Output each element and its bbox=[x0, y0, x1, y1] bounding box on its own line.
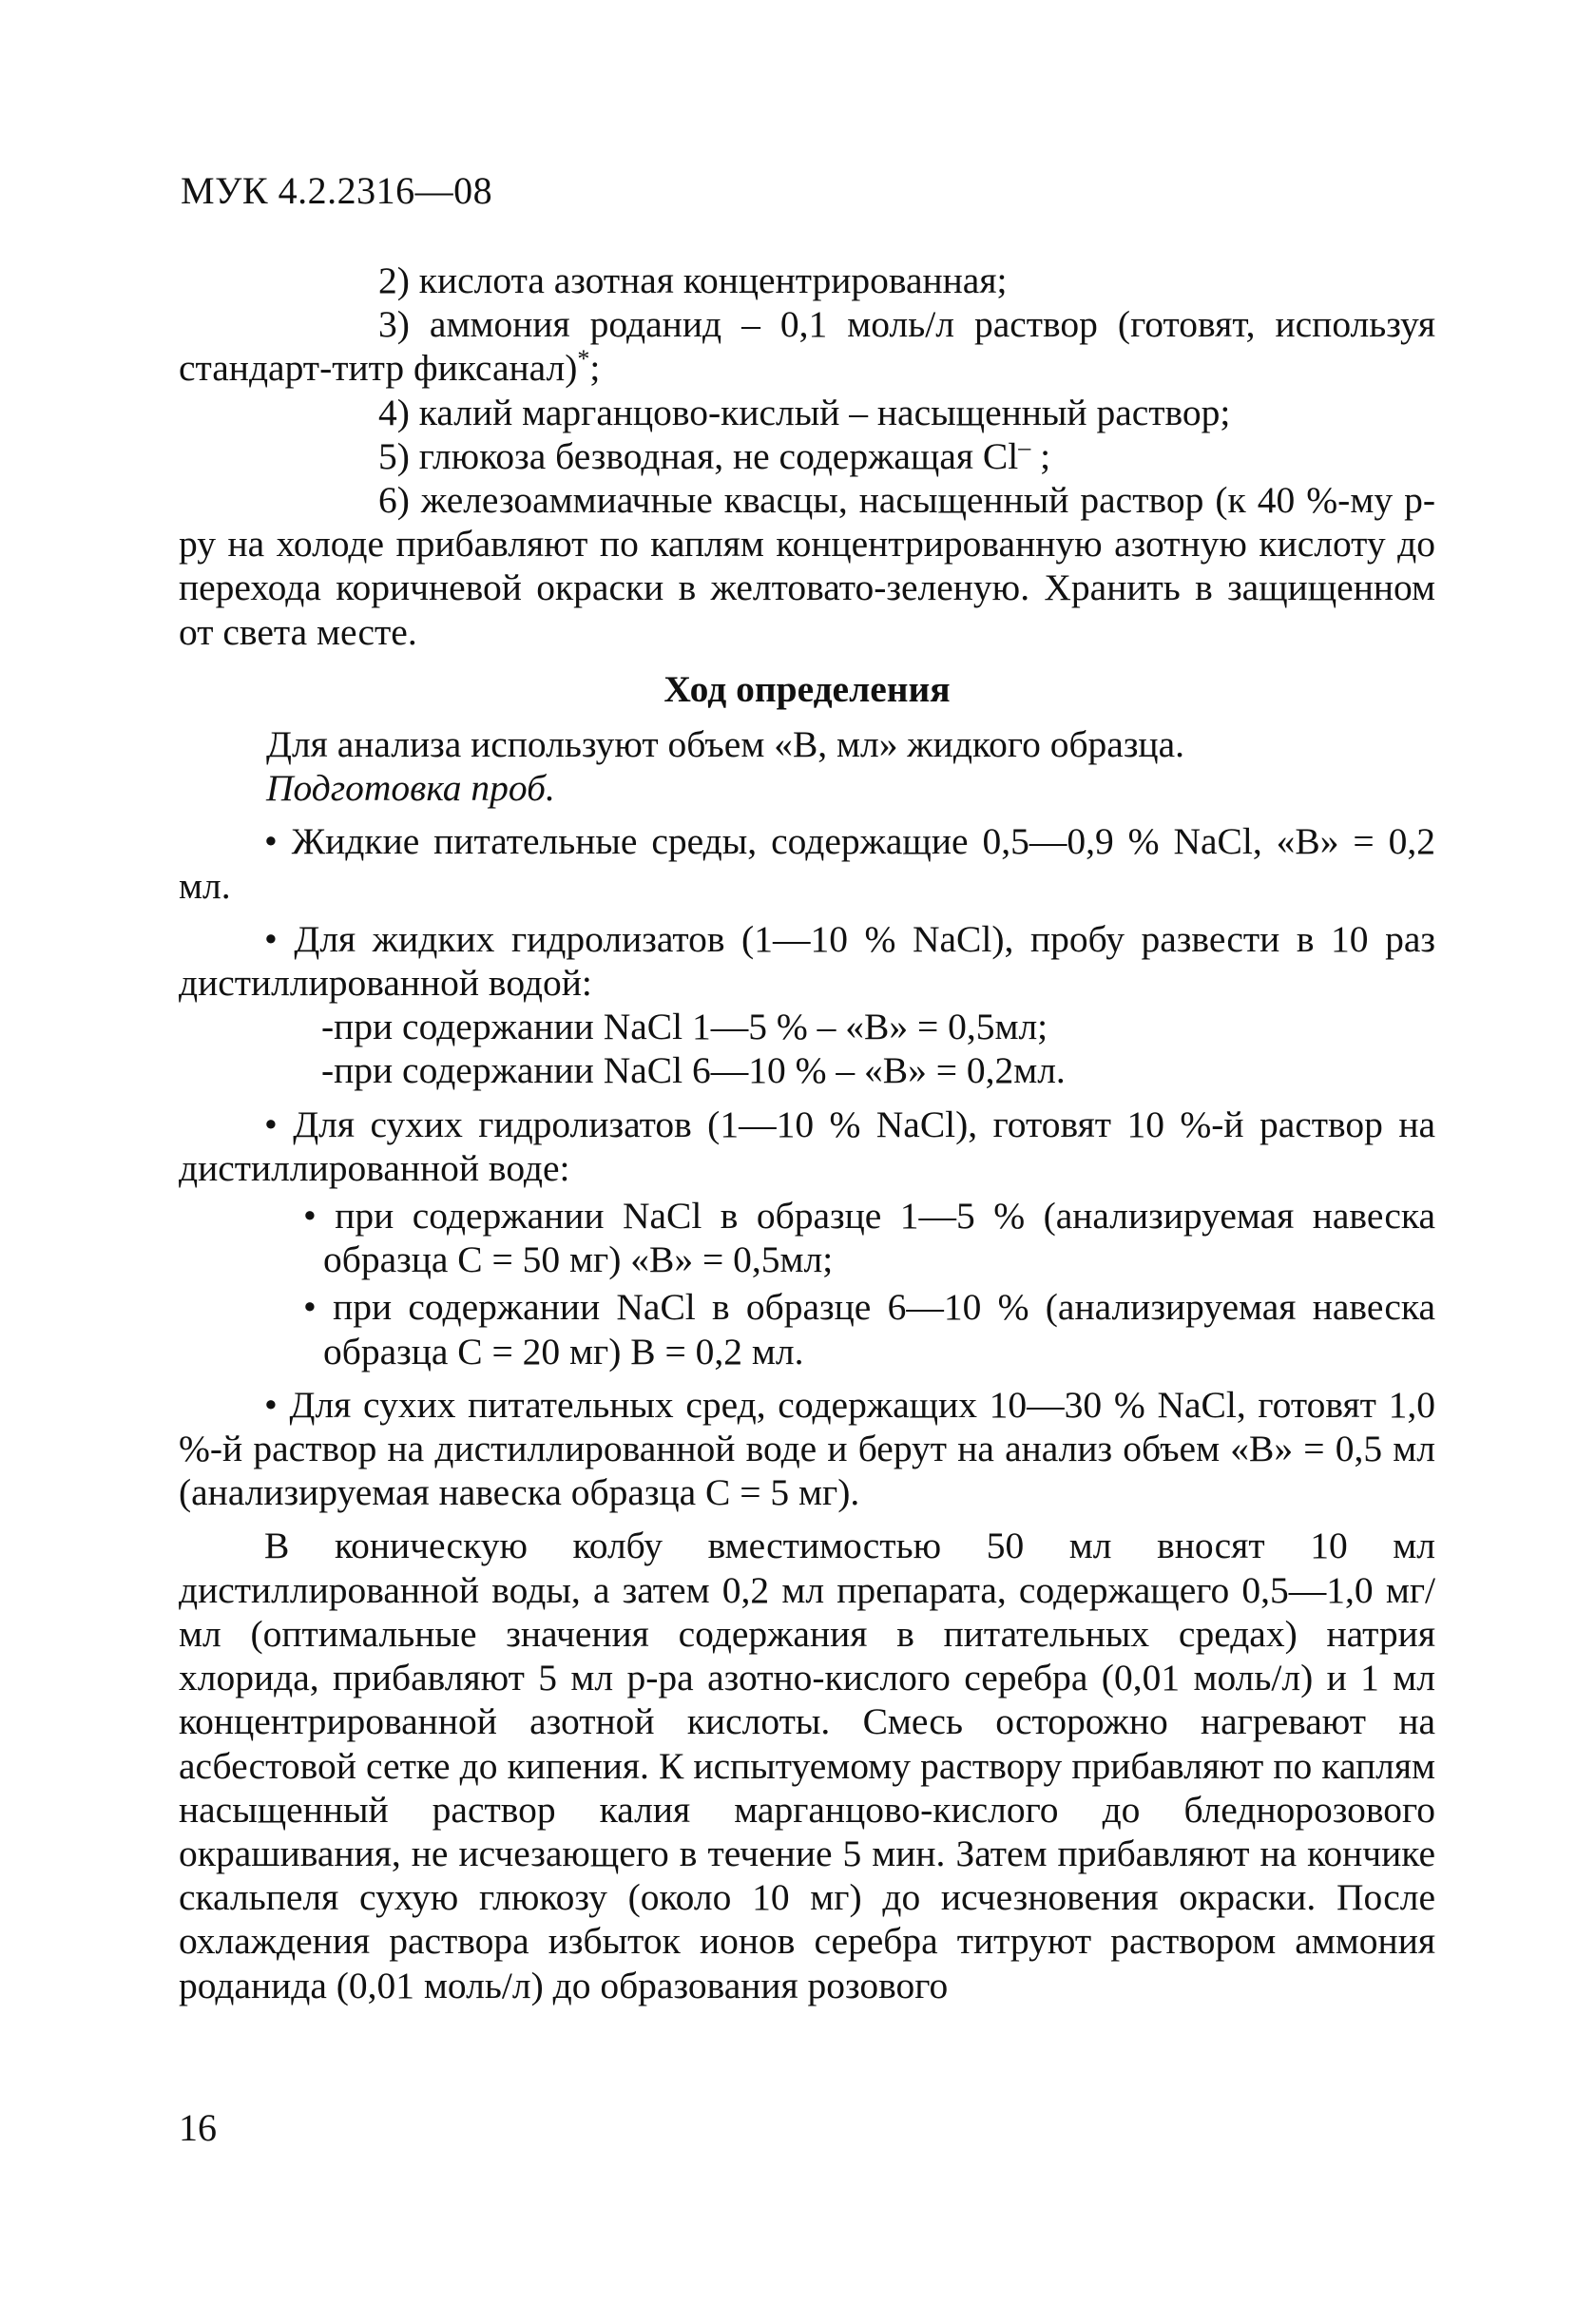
prep-title-text: Подготовка проб. bbox=[266, 767, 555, 810]
item-dry-hydrolysates: • Для сухих гидролизатов (1—10 % NaCl), готовят 10 %-й раствор на дистиллированной воде: bbox=[179, 1103, 1435, 1189]
reagent-5 bbox=[179, 434, 1435, 478]
reagent-2: 2) кислота азотная концентрированная; bbox=[378, 259, 1008, 301]
prep-title bbox=[179, 766, 1435, 810]
page-number: 16 bbox=[179, 2106, 217, 2149]
item-liquid-media: • Жидкие питательные среды, содержащие 0,5—0,9 % NaCl, «B» = 0,2 мл. bbox=[179, 820, 1435, 907]
procedure-paragraph: В коническую колбу вместимостью 50 мл вносят 10 мл дистиллированной воды, а затем 0,2 мл препарата, содержащего 0,5—1,0 мг/мл (оптимальные значения содержания в питательных средах) натрия хлорида, прибавляют 5 мл р-ра азотно-кислого серебра (0,01 моль/л) и 1 мл концентрированной азотной кислоты. Смесь осторожно нагревают на асбестовой сетке до кипения. К испытуемому раствору прибавляют по каплям насыщенный раствор калия марганцово-кислого до бледнорозового окрашивания, не исчезающего в течение 5 мин. Затем прибавляют на кончике скальпеля сухую глюкозу (около 10 мг) до исчезновения окраски. После охлаждения раствора избыток ионов серебра титруют раствором аммония роданида (0,01 моль/л) до образования розового bbox=[179, 1525, 1435, 2006]
item-liquid-hydrolysates: • Для жидких гидролизатов (1—10 % NaCl), пробу развести в 10 раз дистиллированной водой: bbox=[179, 917, 1435, 1005]
item-dry-hydrolysates-1: • при содержании NaCl в образце 1—5 % (анализируемая навеска образца C = 50 мг) «B» = 0,5мл; bbox=[303, 1195, 1435, 1281]
reagent-3-suffix: ; bbox=[589, 347, 601, 390]
item-liquid-hydrolysates-2: -при содержании NaCl 6—10 % – «B» = 0,2мл. bbox=[321, 1049, 1066, 1092]
item-dry-hydrolysates-2: • при содержании NaCl в образце 6—10 % (анализируемая навеска образца C = 20 мг) B = 0,2 мл. bbox=[303, 1286, 1435, 1372]
item-liquid-hydrolysates-1: -при содержании NaCl 1—5 % – «B» = 0,5мл; bbox=[321, 1006, 1048, 1048]
reagent-6: 6) железоаммиачные квасцы, насыщенный раствор (к 40 %-му р-ру на холоде прибавляют по каплям концентрированную азотную кислоту до перехода коричневой окраски в желтовато-зеленую. Хранить в защищенном от света месте. bbox=[179, 479, 1435, 653]
item-dry-media: • Для сухих питательных сред, содержащих 10—30 % NaCl, готовят 1,0 %-й раствор на дистиллированной воде и берут на анализ объем «B» = 0,5 мл (анализируемая навеска образца C = 5 мг). bbox=[179, 1383, 1435, 1514]
reagent-5-text: 5) глюкоза безводная, не содержащая Cl bbox=[378, 434, 1019, 477]
reagent-5-suffix: ; bbox=[1030, 434, 1051, 477]
footnote-mark: * bbox=[577, 345, 590, 374]
chloride-charge: – bbox=[1018, 432, 1031, 461]
reagent-4: 4) калий марганцово-кислый – насыщенный раствор; bbox=[378, 391, 1231, 433]
reagent-3 bbox=[179, 302, 1435, 390]
intro-line: Для анализа используют объем «В, мл» жидкого образца. bbox=[266, 723, 1184, 766]
document-header: МУК 4.2.2316—08 bbox=[181, 169, 493, 212]
reagent-3-text: 3) аммония роданид – 0,1 моль/л раствор (готовят, используя стандарт-титр фиксанал) bbox=[179, 303, 1435, 390]
body-text bbox=[179, 259, 1435, 2007]
section-title: Ход определения bbox=[663, 667, 951, 710]
